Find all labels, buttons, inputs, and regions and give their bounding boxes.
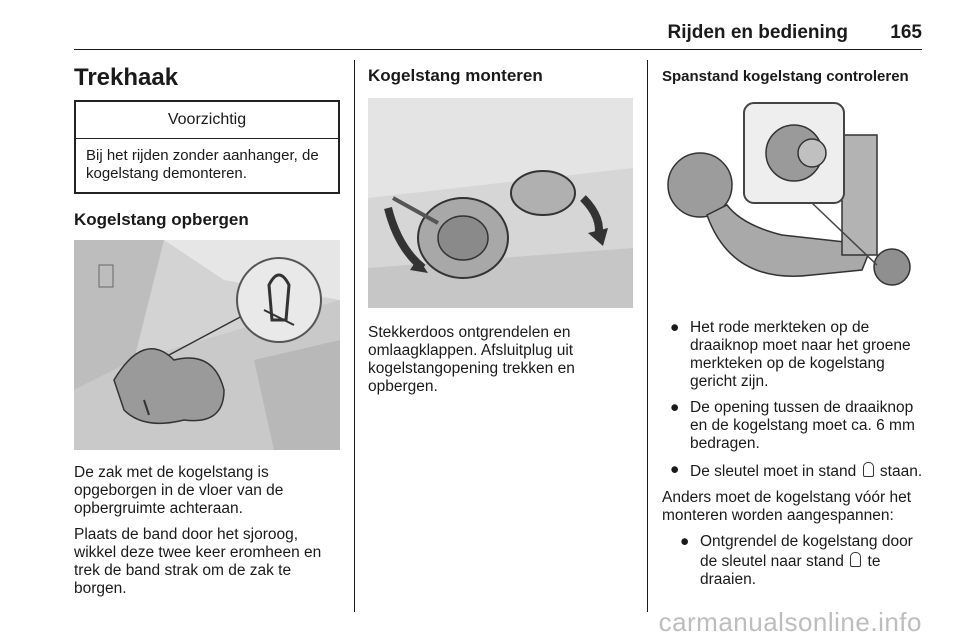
storage-paragraph-1: De zak met de kogelstang is opgeborgen in de vloer van de opbergruimte achteraan. xyxy=(74,464,284,517)
key-position-icon xyxy=(863,462,874,477)
section-title: Trekhaak xyxy=(74,64,179,91)
column-left xyxy=(74,58,340,606)
mount-caption: Stekkerdoos ontgrendelen en omlaagklappen. Afsluitplug uit kogelstangopening trekken en opbergen. xyxy=(368,324,575,395)
bullet-icon: ● xyxy=(670,399,680,416)
bullet-icon: ● xyxy=(680,533,690,550)
header-title: Rijden en bediening xyxy=(667,22,848,43)
column-right xyxy=(662,58,924,597)
sub-list xyxy=(662,533,924,589)
column-divider-1 xyxy=(354,60,355,612)
tension-instruction: Anders moet de kogelstang vóór het monteren worden aangespannen: xyxy=(662,489,912,524)
caution-box xyxy=(74,100,340,194)
mount-heading: Kogelstang monteren xyxy=(368,66,543,85)
bullet-icon: ● xyxy=(670,319,680,336)
caution-heading: Voorzichtig xyxy=(76,102,338,139)
column-middle xyxy=(368,58,633,404)
list-item: ● De sleutel moet in stand staan. xyxy=(670,461,923,480)
storage-illustration xyxy=(74,240,340,450)
list-item: ● Ontgrendel de kogelstang door de sleutel naar stand te draaien. xyxy=(680,533,913,588)
list-item: ● Het rode merkteken op de draaiknop moet naar het groene merkteken op de kogelstang gericht zijn. xyxy=(670,319,911,390)
storage-paragraph-2: Plaats de band door het sjoroog, wikkel deze twee keer eromheen en trek de band strak om de zak te borgen. xyxy=(74,526,322,597)
list-item: ● De opening tussen de draaiknop en de kogelstang moet ca. 6 mm bedragen. xyxy=(670,399,915,452)
bullet-icon: ● xyxy=(670,461,680,478)
tension-heading: Spanstand kogelstang controleren xyxy=(662,68,909,85)
storage-heading: Kogelstang opbergen xyxy=(74,210,249,229)
page-number: 165 xyxy=(890,22,922,43)
column-divider-2 xyxy=(647,60,648,612)
check-list xyxy=(662,319,924,481)
tension-illustration xyxy=(662,95,924,305)
mounting-illustration xyxy=(368,98,633,308)
watermark: carmanualsonline.info xyxy=(658,607,922,637)
key-position-icon xyxy=(850,552,861,567)
caution-text: Bij het rijden zonder aanhanger, de kogelstang demonteren. xyxy=(86,147,319,182)
header-rule xyxy=(74,49,922,50)
